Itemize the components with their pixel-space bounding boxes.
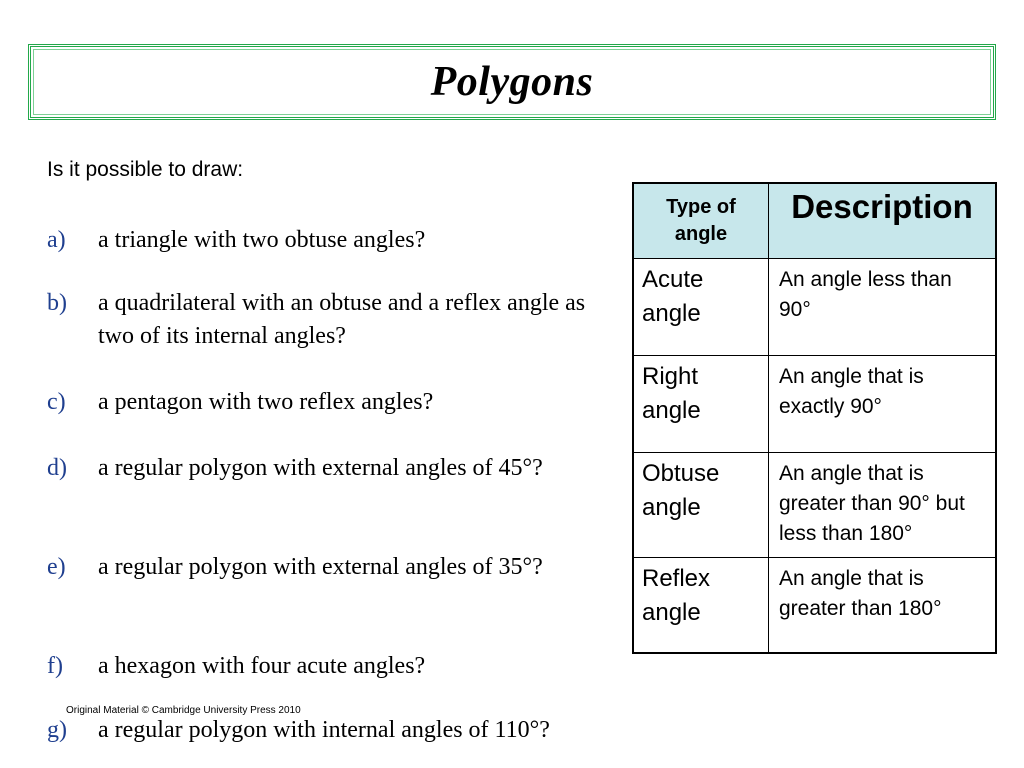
page-title: Polygons (430, 59, 594, 105)
angle-description-cell: An angle less than 90° (769, 259, 997, 356)
angle-description-cell: An angle that is exactly 90° (769, 356, 997, 453)
angle-type-cell: Reflex angle (633, 558, 769, 654)
question-g (47, 714, 587, 747)
question-b (47, 287, 587, 353)
question-marker: b) (47, 290, 67, 316)
table-row (633, 453, 996, 558)
question-d (47, 452, 587, 485)
table-row (633, 558, 996, 654)
question-f (47, 650, 587, 683)
header-type-of-angle: Type of angle (633, 183, 769, 259)
angle-types-table (632, 182, 997, 654)
question-text: a regular polygon with external angles of 45°? (98, 455, 543, 481)
angle-type-cell: Right angle (633, 356, 769, 453)
angle-description-cell: An angle that is greater than 90° but less than 180° (769, 453, 997, 558)
header-description: Description (769, 183, 997, 259)
copyright-footer: Original Material © Cambridge University Press 2010 (66, 705, 301, 716)
intro-text: Is it possible to draw: (47, 158, 244, 181)
question-a (47, 224, 587, 257)
table-row (633, 356, 996, 453)
angle-type-cell: Obtuse angle (633, 453, 769, 558)
question-c (47, 386, 587, 419)
title-box (28, 44, 996, 120)
question-marker: e) (47, 554, 66, 580)
question-marker: f) (47, 653, 63, 679)
question-e (47, 551, 587, 584)
question-text: a regular polygon with internal angles of 110°? (98, 717, 550, 743)
question-text: a pentagon with two reflex angles? (98, 389, 434, 415)
angle-type-cell: Acute angle (633, 259, 769, 356)
question-marker: g) (47, 717, 67, 743)
question-text: a regular polygon with external angles of 35°? (98, 554, 543, 580)
question-marker: a) (47, 227, 66, 253)
question-text: a triangle with two obtuse angles? (98, 227, 426, 253)
question-marker: d) (47, 455, 67, 481)
table-header-row (633, 183, 996, 259)
angle-description-cell: An angle that is greater than 180° (769, 558, 997, 654)
question-marker: c) (47, 389, 66, 415)
question-text: a quadrilateral with an obtuse and a reflex angle as two of its internal angles? (98, 290, 586, 349)
question-text: a hexagon with four acute angles? (98, 653, 426, 679)
table-row (633, 259, 996, 356)
